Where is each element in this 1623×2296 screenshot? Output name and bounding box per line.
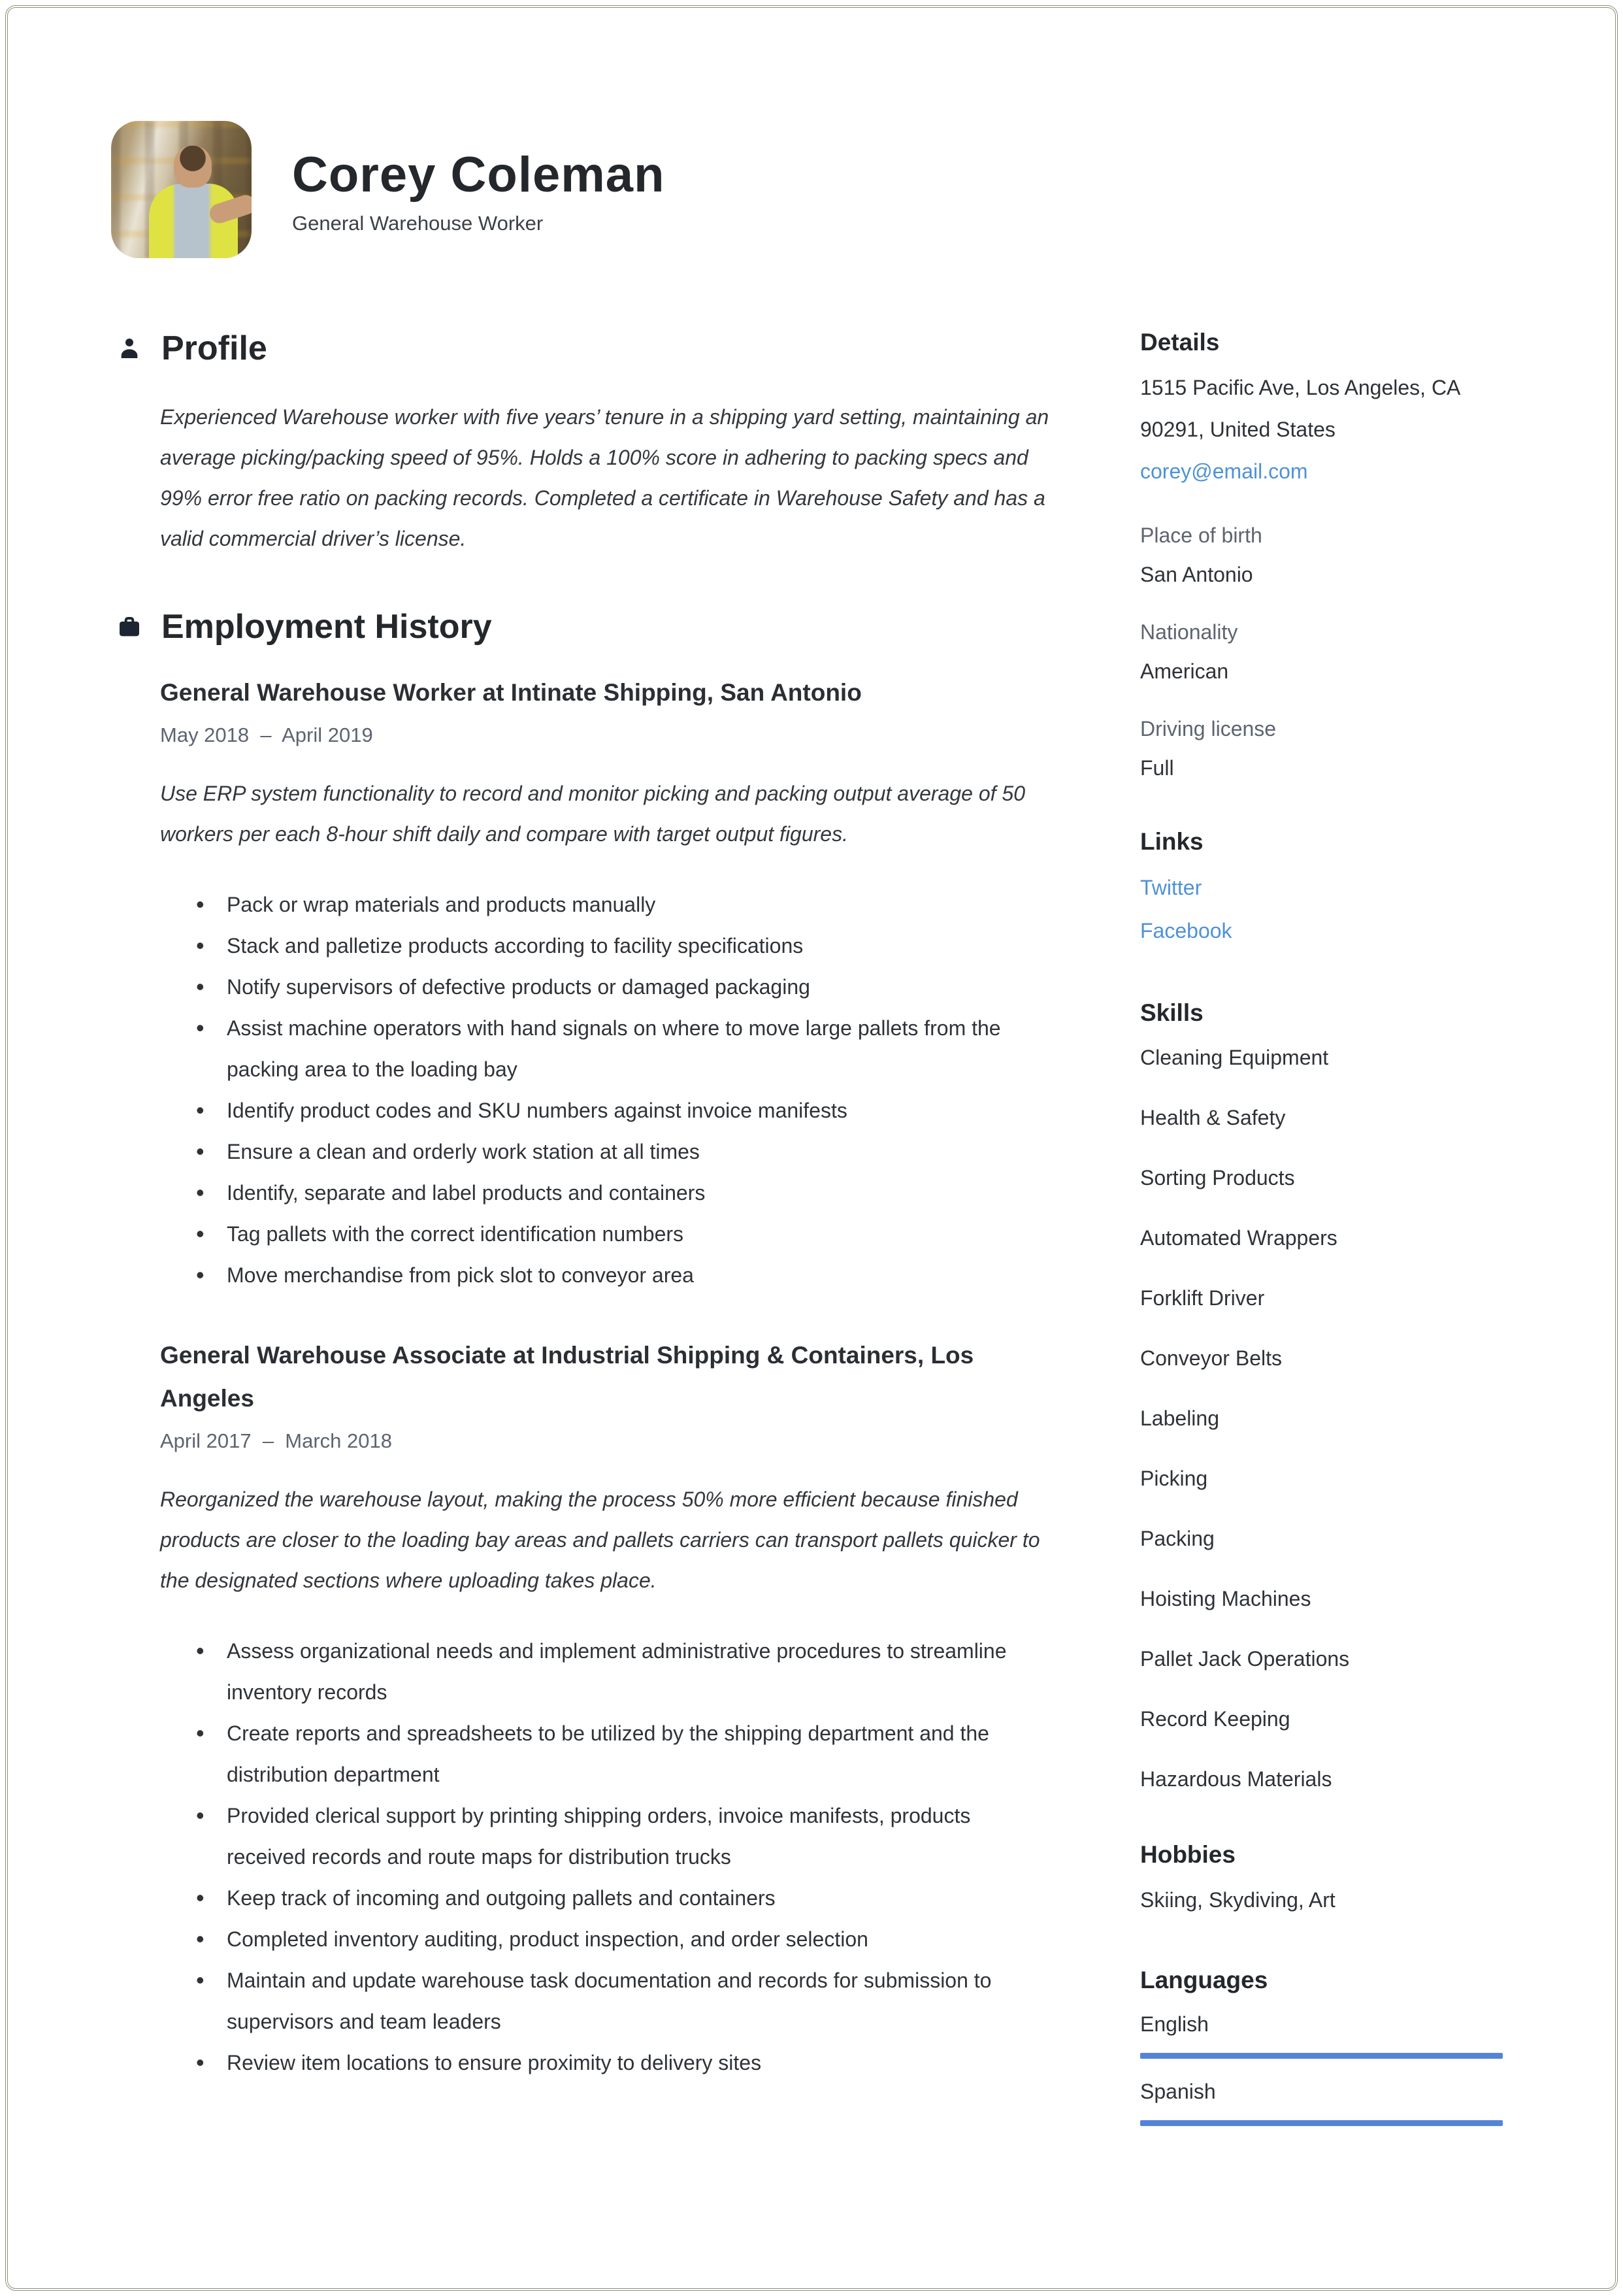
skill-item: Packing (1140, 1527, 1215, 1550)
page-subtitle: General Warehouse Worker (292, 211, 544, 235)
job-bullet-list (196, 1631, 1039, 2084)
employment-section-header (111, 607, 1065, 646)
person-icon (116, 335, 142, 361)
link-twitter[interactable]: Twitter (1140, 876, 1202, 899)
skill-item: Sorting Products (1140, 1166, 1295, 1190)
job-bullet: • Keep track of incoming and outgoing pallets and containers (196, 1878, 1039, 1919)
skill-item: Labeling (1140, 1406, 1219, 1430)
driving-license-label: Driving license (1140, 717, 1277, 740)
page-title: Corey Coleman (292, 147, 665, 203)
languages-section (1140, 1967, 1509, 2126)
details-heading: Details (1140, 329, 1220, 356)
job-bullet: • Assist machine operators with hand signals on where to move large pallets from the packing area to the loading bay (196, 1008, 1039, 1090)
language-level-bar (1140, 2120, 1503, 2126)
main-column (111, 329, 1065, 2144)
skill-item: Health & Safety (1140, 1106, 1286, 1129)
job-bullet: • Review item locations to ensure proximity to delivery sites (196, 2042, 1039, 2084)
job-bullet: • Provided clerical support by printing shipping orders, invoice manifests, products received records and route maps for distribution trucks (196, 1795, 1039, 1878)
address-line-1: 1515 Pacific Ave, Los Angeles, CA (1140, 376, 1461, 399)
job-bullet: • Identify product codes and SKU numbers against invoice manifests (196, 1090, 1039, 1131)
job-entry (160, 671, 1067, 1296)
job-title: General Warehouse Associate at Industrial Shipping & Containers, Los Angeles (160, 1342, 974, 1412)
driving-license-value: Full (1140, 756, 1174, 780)
job-bullet: • Tag pallets with the correct identification numbers (196, 1214, 1039, 1255)
skill-item: Cleaning Equipment (1140, 1046, 1329, 1069)
skills-heading: Skills (1140, 999, 1204, 1026)
job-summary: Use ERP system functionality to record and monitor picking and packing output average of 50 workers per each 8-hour shift daily and compare with target output figures. (160, 782, 1025, 846)
address-line-2: 90291, United States (1140, 418, 1336, 441)
photo-head (174, 146, 212, 188)
body-columns (111, 329, 1509, 2144)
skill-item: Record Keeping (1140, 1707, 1290, 1731)
hobbies-text: Skiing, Skydiving, Art (1140, 1888, 1336, 1912)
job-bullet: • Stack and palletize products according to facility specifications (196, 925, 1039, 967)
sidebar (1140, 329, 1509, 2144)
name-block (292, 144, 665, 235)
job-bullet: • Assess organizational needs and implement administrative procedures to streamline inventory records (196, 1631, 1039, 1713)
profile-section-header (111, 329, 1065, 368)
languages-heading: Languages (1140, 1967, 1268, 1993)
nationality-label: Nationality (1140, 620, 1238, 644)
language-name: Spanish (1140, 2080, 1216, 2103)
links-section (1140, 828, 1509, 952)
job-bullet: • Maintain and update warehouse task documentation and records for submission to supervisors and team leaders (196, 1960, 1039, 2042)
header (111, 121, 1509, 258)
job-dates: April 2017 – March 2018 (160, 1429, 392, 1452)
employment-heading: Employment History (161, 608, 492, 646)
hobbies-heading: Hobbies (1140, 1841, 1236, 1868)
job-bullet: • Notify supervisors of defective products or damaged packaging (196, 967, 1039, 1008)
profile-photo (111, 121, 252, 258)
language-name: English (1140, 2012, 1209, 2036)
skill-item: Pallet Jack Operations (1140, 1647, 1350, 1671)
job-bullet: • Move merchandise from pick slot to conveyor area (196, 1255, 1039, 1296)
skill-item: Hoisting Machines (1140, 1587, 1311, 1610)
skill-item: Conveyor Belts (1140, 1346, 1282, 1370)
hobbies-section (1140, 1841, 1509, 1921)
link-facebook[interactable]: Facebook (1140, 919, 1232, 942)
job-title: General Warehouse Worker at Intinate Shipping, San Antonio (160, 679, 862, 706)
job-bullet: • Ensure a clean and orderly work station at all times (196, 1131, 1039, 1173)
job-bullet: • Create reports and spreadsheets to be utilized by the shipping department and the distribution department (196, 1713, 1039, 1795)
profile-heading: Profile (161, 329, 267, 367)
job-bullet: • Completed inventory auditing, product inspection, and order selection (196, 1919, 1039, 1960)
skill-item: Automated Wrappers (1140, 1226, 1337, 1250)
job-bullet-list (196, 884, 1039, 1296)
skill-item: Hazardous Materials (1140, 1767, 1332, 1791)
briefcase-icon (116, 614, 142, 640)
language-level-bar (1140, 2053, 1503, 2059)
skill-item: Picking (1140, 1467, 1208, 1490)
skill-item: Forklift Driver (1140, 1286, 1265, 1310)
job-bullet: • Identify, separate and label products and containers (196, 1173, 1039, 1214)
place-of-birth-label: Place of birth (1140, 524, 1262, 547)
place-of-birth-value: San Antonio (1140, 563, 1253, 586)
links-heading: Links (1140, 828, 1204, 855)
employment-section (111, 607, 1065, 2084)
job-bullet: • Pack or wrap materials and products manually (196, 884, 1039, 925)
job-entry (160, 1334, 1067, 2084)
nationality-value: American (1140, 659, 1229, 683)
profile-text: Experienced Warehouse worker with five years’ tenure in a shipping yard setting, maintaining an average picking/packing speed of 95%. Holds a 100% score in adhering to packing specs and 99% error free ratio on packing records. Completed a certificate in Warehouse Safety and has a valid commercial driver’s license. (160, 405, 1049, 550)
skills-section (1140, 999, 1509, 1799)
job-dates: May 2018 – April 2019 (160, 724, 373, 746)
job-summary: Reorganized the warehouse layout, making the process 50% more efficient because finished products are closer to the loading bay areas and pallets carriers can transport pallets quicker to the designated sections where uploading takes place. (160, 1488, 1040, 1592)
email-link[interactable]: corey@email.com (1140, 459, 1308, 483)
